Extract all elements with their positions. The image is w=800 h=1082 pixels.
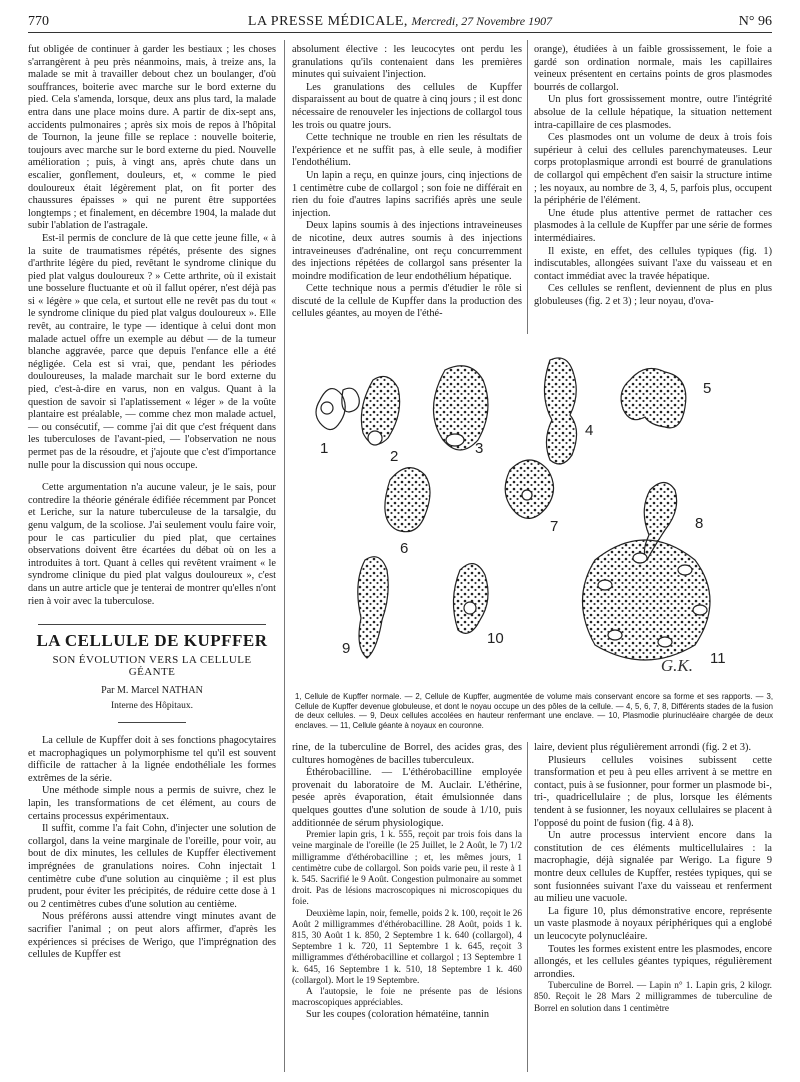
cell-3-nucleus	[446, 434, 464, 446]
paragraph: fut obligée de continuer à garder les bestiaux ; les choses s'arrangèrent à peu près néanmoins, mais, à treize ans, la malade se mit à travailler debout chez un boulanger, d'où souffrances, boiterie avec marche sur le bord externe du pied. Cela s'amenda, lorsque, deux ans plus tard, la malade entra dans une place moins dure. A partir de dix-sept ans, accidents pulmonaires ; après six mois de repos à l'hôpital de Tournon, la jeune fille se replace : nouvelle boiterie, toujours avec marche sur le bord externe du pied. Nouvelle amélioration ; puis, à vingt ans, après chute dans un escalier, gonflement, douleurs, et, « comme le pied douloureux était légèrement plat, on fit porter des chaussures épaisses » qui ne purent être supportées longtemps ; et finalement, en décembre 1904, la malade dut subir l'ablation de l'astragale.	[28, 44, 276, 232]
paragraph: La figure 10, plus démonstrative encore, représente un vaste plasmode à noyaux périphériques qui a englobé un leucocyte polynucléaire.	[534, 905, 772, 942]
cell-9	[358, 557, 388, 658]
cell-drawings	[295, 340, 773, 680]
paragraph: Nous préférons aussi attendre vingt minutes avant de sacrifier l'animal ; on peut alors affirmer, d'après les expériences si précises de Werigo, que l'imprégnation des cellules de Kupffer est	[28, 911, 276, 961]
paragraph: laire, devient plus régulièrement arrondi (fig. 2 et 3).	[534, 742, 752, 753]
author-affiliation: Interne des Hôpitaux.	[110, 700, 194, 711]
figure-label-2: 2	[390, 448, 399, 465]
column-rule	[527, 742, 528, 1072]
column-right-top	[534, 44, 772, 308]
paragraph: Est-il permis de conclure de là que cette jeune fille, « à la suite de traumatismes répétés, présente des signes d'arthrite légère du pied, revêtant le syndrome clinique du pied plat valgus douloureux ? » Cette arthrite, où il existait une bosselure fluctuante et où il fallut opérer, n'est déjà pas si « légère » que cela, et surtout elle ne revêt pas du tout « le syndrome clinique du pied plat valgus douloureux ». Elle revêt, au contraire, le type — identique à celui dont mon malade actuel offre un exemple au début — de la tumeur blanche aggravée, parce que depuis l'enfance elle a été négligée. Cela est si vrai, que, pendant les périodes douloureuses, la malade marchait sur le bord externe du pied, c'est-à-dire en varus, non en valgus. Quant à la question de savoir si l'aplatissement « léger » de la voûte plantaire est préalable, — comme chez mon malade actuel, — ou consécutif, — comme j'ai dit que c'est fréquent dans les tuberculoses de l'avant-pied, — l'observation ne nous permet pas de la résoudre, et j'ajoute que c'est d'importance nulle pour la discussion qui nous occupe.	[28, 232, 276, 471]
cell-7	[505, 460, 553, 518]
giant-cell-nucleus	[608, 630, 622, 640]
paragraph: Un plus fort grossissement montre, outre l'intégrité absolue de la cellule hépatique, la situation nettement intra-capillaire de ces plasmodes.	[534, 94, 772, 131]
paragraph: Un lapin a reçu, en quinze jours, cinq injections de 1 centimètre cube de collargol ; son foie ne différait en rien du foie d'autres lapins sacrifiés après une seule injection.	[292, 169, 522, 219]
article-title: LA CELLULE DE KUPFFER	[36, 631, 268, 651]
giant-cell-nucleus	[598, 580, 612, 590]
cell-1-nucleus	[321, 402, 333, 414]
paragraph: Cette technique ne trouble en rien les résultats de l'expérience et ne suffit pas, à elle seule, à modifier l'endothélium.	[292, 132, 522, 169]
paragraph: Les granulations des cellules de Kupffer disparaissent au bout de quatre à cinq jours ; il est donc nécessaire de renouveler les injections de collargol tous les trois ou quatre jours.	[292, 81, 522, 131]
cell-10-enclave	[464, 602, 476, 614]
figure-label-10: 10	[487, 630, 504, 647]
column-right-bottom	[534, 742, 772, 1015]
cell-6	[385, 468, 430, 532]
giant-cell-nucleus	[633, 553, 647, 563]
figure-label-4: 4	[585, 422, 594, 439]
cell-5	[621, 368, 686, 427]
paragraph: rine, de la tuberculine de Borrel, des acides gras, des cultures homogènes de bacilles tuberculeux.	[292, 742, 522, 766]
paragraph: absolument élective : les leucocytes ont perdu les granulations qu'ils contenaient dans les premières minutes qui suivaient l'injection.	[292, 44, 522, 81]
paragraph: Cette technique nous a permis d'étudier le rôle si discuté de la cellule de Kupffer dans la production des cellules géantes, au moyen de l'éthé-	[292, 283, 522, 320]
journal-title	[28, 14, 772, 30]
paragraph: Une étude plus attentive permet de rattacher ces plasmodes à la cellule de Kupffer par une série de formes intermédiaires.	[534, 207, 772, 244]
page-number: 770	[28, 14, 49, 29]
figure-label-9: 9	[342, 640, 351, 657]
article-subtitle: SON ÉVOLUTION VERS LA CELLULE GÉANTE	[52, 653, 252, 679]
cell-2-nucleus	[368, 431, 382, 445]
cell-7-nucleus	[522, 490, 532, 500]
paragraph: Deuxième lapin, noir, femelle, poids 2 k. 100, reçoit le 26 Août 2 milligrammes d'éthérobacilline. 28 Août, poids 1 k. 815, 30 Août 1 k. 850, 2 Septembre 1 k. 640 (collargol), 4 Septembre 1 k. 720, 11 Septembre 1 k. 645, reçoit 3 milligrammes d'éthérobacilline et collargol ; 13 Septembre 1 k. 645, 16 Septembre 1 k. 510, 18 Septembre 1 k. 460 (collargol). Mort le 19 Septembre.	[292, 908, 522, 986]
title-rule	[118, 722, 186, 723]
paragraph: Plusieurs cellules voisines subissent cette transformation et peu à peu elles arrivent à se mettre en contact, puis à se fusionner, pour former un plasmode bi-, tri-, quadricellulaire ; de plus, lorsque les éléments tendent à se fusionner, les noyaux cellulaires se placent à l'opposé du point de fusion (fig. 4 à 8).	[534, 754, 772, 829]
paragraph: La cellule de Kupffer doit à ses fonctions phagocytaires et macrophagiques un polymorphisme tel qu'il est souvent difficile de rattacher à la lignée endothéliale les formes extrêmes de la série.	[28, 735, 276, 784]
paragraph: Premier lapin gris, 1 k. 555, reçoit par trois fois dans la veine marginale de l'oreille (le 25 Juillet, le 2 Août, le 7) 1/2 milligramme d'éthérobacilline ; et, les mêmes jours, 1 centimètre cube de collargol. Son poids varie peu, il reste à 1 k. 545. Sacrifié le 9 Août. Congestion pulmonaire au sommet droit. Pas de lésions macroscopiques ni microscopiques du foie.	[292, 830, 522, 908]
figure-label-7: 7	[550, 518, 559, 535]
cell-4	[544, 358, 576, 464]
column-rule	[527, 40, 528, 334]
paragraph: Cette argumentation n'a aucune valeur, je le sais, pour contredire la théorie générale édifiée récemment par Poncet et Leriche, sur la nature tuberculeuse de la tarsalgie, du genu valgum, de la scoliose. J'ai seulement voulu faire voir, pour le cas particulier du pied plat, que certaines observations doivent être écartées du débat où on les a introduites à tort. Quant à celles qui revêtent vraiment « le syndrome clinique du pied plat valgus douloureux », c'est dans un autre article que je tenterai de montrer qu'elles n'ont rien à voir avec la tuberculose.	[28, 482, 276, 607]
paragraph: Une méthode simple nous a permis de suivre, chez le lapin, les transformations de cet élément, au cours de certains processus expérimentaux.	[28, 785, 276, 822]
figure-caption: 1, Cellule de Kupffer normale. — 2, Cellule de Kupffer, augmentée de volume mais conservant encore sa forme et ses rapports. — 3, Cellule de Kupffer devenue globuleuse, et dont le noyau occupe un des pôles de la cellule. — 4, 5, 6, 7, 8, Différents stades de la fusion de deux cellules. — 9, Deux cellules accolées en hauteur renfermant une enclave. — 10, Plasmodie plurinucléaire chargée de deux enclaves. — 11, Cellule géante à noyaux en couronne.	[295, 692, 773, 730]
column-rule	[284, 40, 285, 1072]
figure-label-1: 1	[320, 440, 329, 457]
paragraph: Toutes les formes existent entre les plasmodes, encore allongés, et les cellules géantes typiques, régulièrement arrondies.	[534, 943, 772, 980]
paragraph: orange), étudiées à un faible grossissement, le foie a gardé son ordination normale, mais les capillaires veineux présentent en certains points de gros plasmodes bourrés de collargol.	[534, 44, 772, 93]
paragraph: Deux lapins soumis à des injections intraveineuses de nicotine, deux autres soumis à des injections intraveineuses d'adrénaline, ont reçu concurremment des injections répétées de collargol sans présenter la moindre modification de leur endothélium hépatique.	[292, 220, 522, 282]
figure-label-3: 3	[475, 440, 484, 457]
cell-illustration-figure	[295, 340, 773, 680]
column-middle-bottom	[292, 742, 522, 1022]
paragraph: Il suffit, comme l'a fait Cohn, d'injecter une solution de collargol, dans la veine marginale de l'oreille, pour voir, au bout de dix minutes, les cellules de Kupffer électivement imprégnées de granulations noires. Cohn injectait 1 centimètre cube d'une solution au cinquième ; il est plus prudent, pour éviter les précipités, de réduire cette dose à 1 ou 2 centimètres cubes d'une solution au centième.	[28, 823, 276, 910]
column-left	[28, 44, 276, 962]
giant-cell-nucleus	[658, 637, 672, 647]
issue-date: Mercredi, 27 Novembre 1907	[411, 14, 553, 28]
figure-label-6: 6	[400, 540, 409, 557]
author-line: Par M. Marcel NATHAN	[101, 684, 203, 696]
paragraph: Ces cellules se renflent, deviennent de plus en plus globuleuses (fig. 2 et 3) ; leur noyau, d'ova-	[534, 283, 772, 307]
giant-cell-nucleus	[693, 605, 707, 615]
paragraph: Sur les coupes (coloration hématéine, tannin	[306, 1009, 490, 1021]
cell-1	[316, 389, 345, 430]
paragraph: Éthérobacilline. — L'éthérobacilline employée provenait du laboratoire de M. Auclair. L'éthérine, pesée après évaporation, était émulsionnée dans quelques gouttes d'une solution de soude à 1/10, puis additionnée de sérum physiologique.	[292, 767, 522, 829]
article-heading	[28, 631, 276, 712]
issue-number: N° 96	[738, 14, 772, 29]
giant-cell-nucleus	[678, 565, 692, 575]
section-divider	[38, 624, 266, 625]
column-middle-top	[292, 44, 522, 321]
paragraph: Ces plasmodes ont un volume de deux à trois fois supérieur à celui des cellules parenchymateuses. Leur corps protoplasmique arrondi est bourré de granulations de collargol qui empêchent d'en saisir la structure intime ; les noyaux, au nombre de 3, 4, 5, parfois plus, occupent la périphérie de l'élément.	[534, 132, 772, 207]
cell-10	[453, 564, 488, 634]
running-header	[28, 12, 772, 33]
paragraph: A l'autopsie, le foie ne présente pas de lésions macroscopiques appréciables.	[292, 987, 522, 1009]
journal-name: LA PRESSE MÉDICALE,	[247, 14, 408, 29]
paragraph: Il existe, en effet, des cellules typiques (fig. 1) indiscutables, allongées suivant l'axe du vaisseau et en contact immédiat avec la travée hépatique.	[534, 245, 772, 282]
figure-label-5: 5	[703, 380, 712, 397]
paragraph: Tuberculine de Borrel. — Lapin n° 1. Lapin gris, 2 kilogr. 850. Reçoit le 28 Mars 2 milligrammes de tuberculine de Borrel en solution dans 1 centimètre	[534, 981, 772, 1014]
paragraph: Un autre processus intervient encore dans la constitution de ces éléments multicellulaires : la macrophagie, déjà signalée par Werigo. La figure 9 montre deux cellules de Kupffer, restées typiques, qui se sont fusionnées suivant l'axe du vaisseau et renferment au milieu une vacuole.	[534, 830, 772, 905]
figure-label-11: 11	[710, 650, 726, 667]
illustrator-signature: G.K.	[660, 656, 693, 675]
figure-label-8: 8	[695, 515, 704, 532]
